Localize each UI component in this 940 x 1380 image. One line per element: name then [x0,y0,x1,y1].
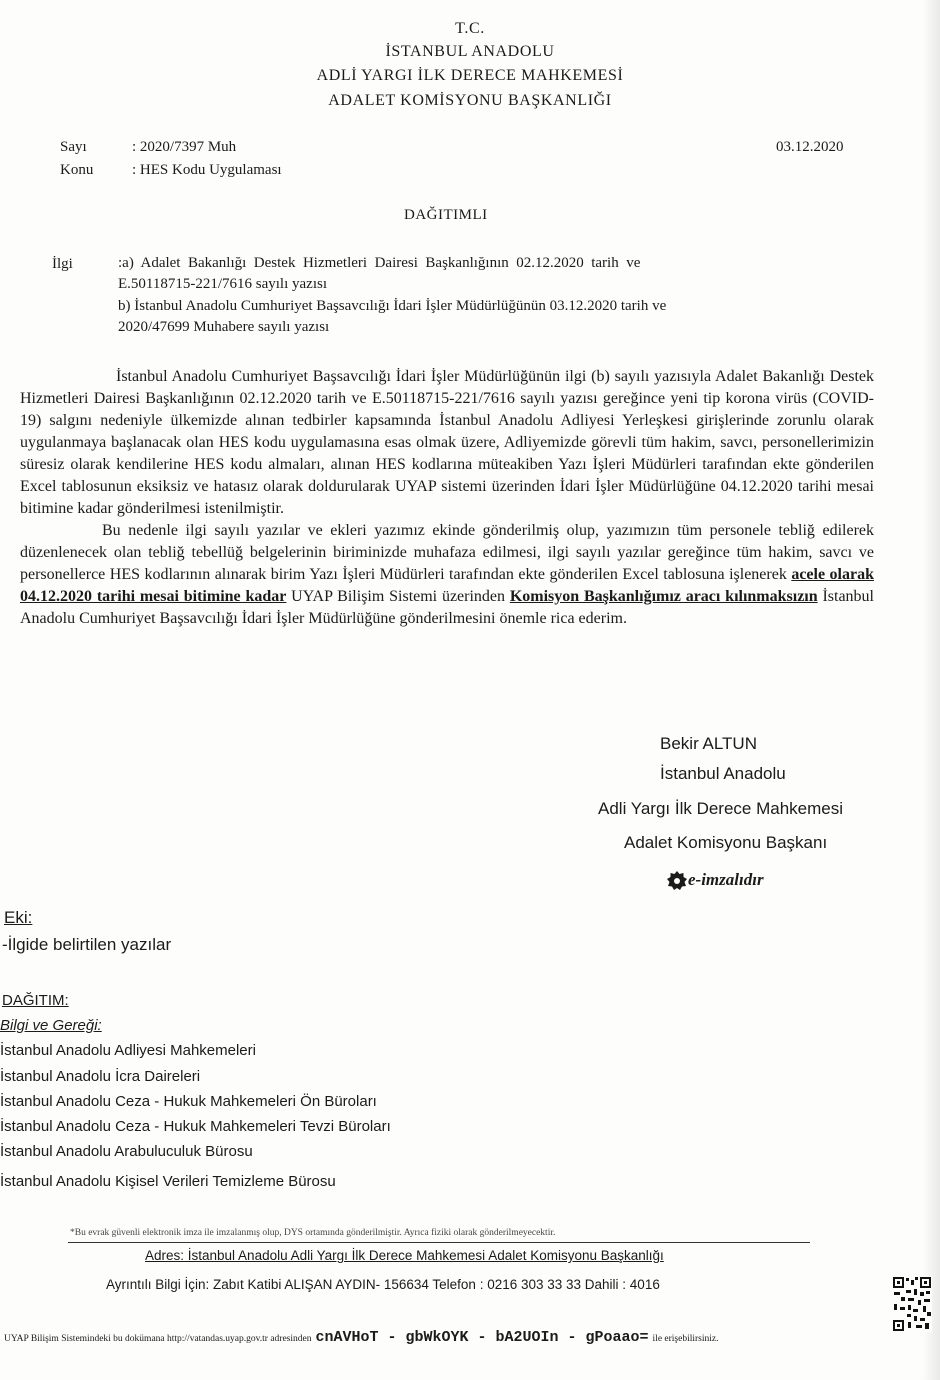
paragraph-2-part-2: UYAP Bilişim Sistemi üzerinden [286,588,510,605]
distribution-sublabel: Bilgi ve Gereği: [0,1017,102,1034]
ilgi-b-line1: b) İstanbul Anadolu Cumhuriyet Başsavcılığı İdari İşler Müdürlüğünün 03.12.2020 tarih ve [118,298,667,314]
page-edge-shadow [922,0,940,1380]
paragraph-2-emphasis-commission: Komisyon Başkanlığımız aracı kılınmaksızın [509,588,818,605]
uyap-document-code: cnAVHoT - gbWkOYK - bA2UOIn - gPoaao= [315,1329,649,1346]
paragraph-2-part-3: İstanbul Anadolu Cumhuriyet Başsavcılığı İdari İşler Müdürlüğüne gönderilmesini önemle rica ederim. [20,588,874,627]
footer-address: Adres: İstanbul Anadolu Adli Yargı İlk Derece Mahkemesi Adalet Komisyonu Başkanlığı [145,1248,664,1263]
attachments-label: Eki: [4,908,33,927]
body-paragraph-1: İstanbul Anadolu Cumhuriyet Başsavcılığı İdari İşler Müdürlüğünün ilgi (b) sayılı yazısıyla Adalet Bakanlığı Destek Hizmetleri Dairesi Başkanlığının 02.12.2020 tarih ve E.50118715-221/7616 sayılı yazısı gereğince yeni tip korona virüs (COVID-19) salgını nedeniyle ülkemizde alınan tedbirler kapsamında İstanbul Anadolu Adliyesi Yerleşkesi girişlerinde zorunlu olarak uygulanmaya başlanacak olan HES kodu uygulamasına esas olmak üzere, Adliyemizde görevli tüm hakim, savcı, personellerimizin süresiz olarak kendilerine HES kodu almaları, alınan HES kodlarına müteakiben Yazı İşleri Müdürleri tarafından ekte gönderilen Excel tablosunun eksiksiz ve hatasız olarak doldurularak UYAP sistemi üzerinden İdari İşler Müdürlüğüne 04.12.2020 tarihi mesai bitimine kadar gönderilmesi istenilmiştir. [20,368,874,517]
distribution-title: DAĞITIMLI [404,207,488,223]
e-signature [666,870,764,892]
header-istanbul-anadolu: İSTANBUL ANADOLU [385,43,555,60]
signer-location: İstanbul Anadolu [660,764,786,783]
signer-court: Adli Yargı İlk Derece Mahkemesi [598,799,844,818]
uyap-prefix: UYAP Bilişim Sistemindeki bu dokümana http://vatandas.uyap.gov.tr adresinden [4,1334,312,1344]
distribution-label: DAĞITIM: [2,992,69,1009]
sayi-value: : 2020/7397 Muh [132,139,237,155]
uyap-verification-line [4,1328,719,1346]
distribution-item: İstanbul Anadolu İcra Daireleri [0,1068,201,1085]
body-paragraph-2 [20,520,874,630]
ilgi-b-line2: 2020/47699 Muhabere sayılı yazısı [118,319,330,335]
attachments-item: -İlgide belirtilen yazılar [2,935,172,954]
header-tc: T.C. [455,20,485,37]
footer-contact: Ayrıntılı Bilgi İçin: Zabıt Katibi ALIŞAN AYDIN- 156634 Telefon : 0216 303 33 33 Dahili : 4016 [106,1277,660,1292]
paragraph-2-emphasis-deadline: acele olarak 04.12.2020 tarihi mesai bitimine kadar [20,566,874,605]
konu-label: Konu [60,162,94,178]
distribution-item: İstanbul Anadolu Ceza - Hukuk Mahkemeleri Ön Büroları [0,1093,377,1110]
ilgi-a-line2: E.50118715-221/7616 sayılı yazısı [118,276,328,292]
signer-name: Bekir ALTUN [660,734,757,753]
distribution-item: İstanbul Anadolu Ceza - Hukuk Mahkemeleri Tevzi Büroları [0,1118,391,1135]
konu-value: : HES Kodu Uygulaması [132,162,282,178]
esign-note: *Bu evrak güvenli elektronik imza ile imzalanmış olup, DYS ortamında gönderilmiştir. Ayrıca fiziki olarak gönderilmeyecektir. [70,1228,556,1238]
distribution-item: İstanbul Anadolu Kişisel Verileri Temizleme Bürosu [0,1173,336,1190]
ilgi-label: İlgi [52,256,73,272]
signer-title: Adalet Komisyonu Başkanı [624,833,828,852]
header-commission: ADALET KOMİSYONU BAŞKANLIĞI [328,92,612,109]
header-court-name: ADLİ YARGI İLK DERECE MAHKEMESİ [316,67,624,84]
distribution-item: İstanbul Anadolu Adliyesi Mahkemeleri [0,1042,256,1059]
letter-body [20,366,874,630]
footer-divider [68,1242,810,1243]
distribution-item: İstanbul Anadolu Arabuluculuk Bürosu [0,1143,253,1160]
ilgi-a-line1: :a) Adalet Bakanlığı Destek Hizmetleri Dairesi Başkanlığının 02.12.2020 tarih ve [118,255,641,271]
e-signature-text: e-imzalıdır [688,870,764,889]
e-signature-seal-icon [666,870,688,892]
qr-code-icon [892,1276,932,1332]
paragraph-2-part-1: Bu nedenle ilgi sayılı yazılar ve ekleri yazımız ekinde gönderilmiş olup, yazımızın tüm personele tebliğ edilerek düzenlenecek olan tebliğ tebellüğ belgelerinin biriminizde muhafaza edilmesi, ilgi sayılı yazılar gereğince tüm hakim, savcı ve personellerce HES kodlarının alınarak birim Yazı İşleri Müdürleri tarafından ekte gönderilen Excel tablosuna işlenerek [20,522,874,583]
document-date: 03.12.2020 [776,139,844,155]
uyap-suffix: ile erişebilirsiniz. [652,1334,719,1344]
sayi-label: Sayı [60,139,87,155]
